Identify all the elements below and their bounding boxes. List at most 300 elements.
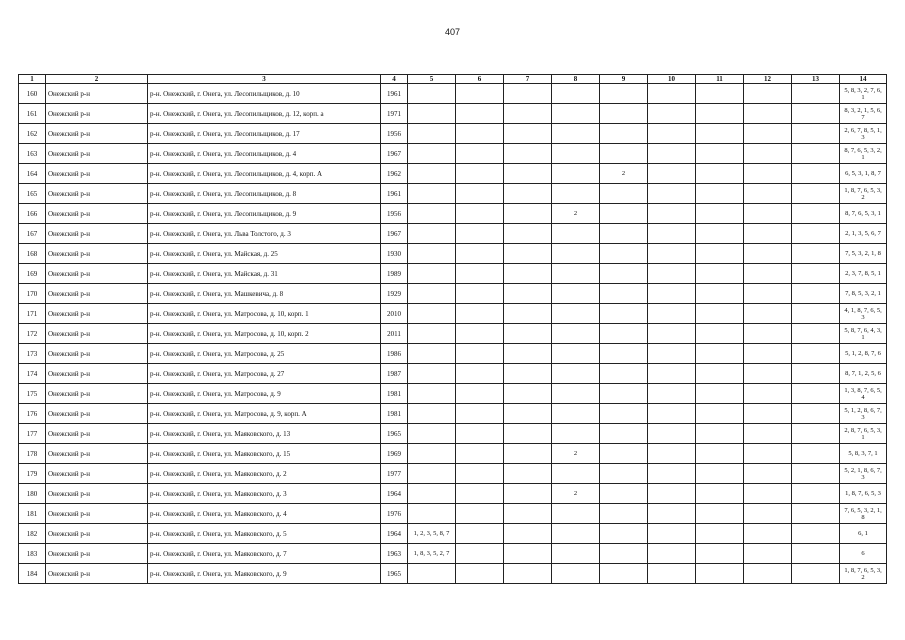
table-cell bbox=[696, 564, 744, 584]
table-cell bbox=[504, 84, 552, 104]
table-cell: р-н. Онежский, г. Онега, ул. Матросова, д. 27 bbox=[148, 364, 381, 384]
table-cell bbox=[552, 124, 600, 144]
table-row bbox=[19, 84, 887, 104]
table-cell bbox=[792, 204, 840, 224]
table-cell bbox=[696, 164, 744, 184]
table-cell: 1965 bbox=[381, 424, 408, 444]
table-cell bbox=[696, 524, 744, 544]
table-cell bbox=[456, 464, 504, 484]
table-cell: 5, 8, 3, 2, 7, 6, 1 bbox=[840, 84, 887, 104]
table-cell bbox=[408, 324, 456, 344]
table-cell: Онежский р-н bbox=[46, 404, 148, 424]
table-cell bbox=[600, 344, 648, 364]
column-header: 7 bbox=[504, 75, 552, 84]
table-cell: 173 bbox=[19, 344, 46, 364]
table-cell bbox=[456, 504, 504, 524]
page-number: 407 bbox=[444, 27, 461, 37]
table-cell: Онежский р-н bbox=[46, 364, 148, 384]
table-cell bbox=[792, 344, 840, 364]
table-cell: 182 bbox=[19, 524, 46, 544]
table-cell: 6 bbox=[840, 544, 887, 564]
table-cell bbox=[504, 284, 552, 304]
table-cell bbox=[552, 564, 600, 584]
table-cell bbox=[744, 464, 792, 484]
table-cell: 5, 8, 7, 6, 4, 3, 1 bbox=[840, 324, 887, 344]
table-cell: Онежский р-н bbox=[46, 84, 148, 104]
table-cell bbox=[696, 144, 744, 164]
table-cell bbox=[696, 284, 744, 304]
column-header: 3 bbox=[148, 75, 381, 84]
table-cell bbox=[552, 184, 600, 204]
table-cell bbox=[648, 404, 696, 424]
table-cell bbox=[600, 504, 648, 524]
table-cell bbox=[504, 144, 552, 164]
table-cell bbox=[792, 464, 840, 484]
table-cell bbox=[552, 364, 600, 384]
table-cell bbox=[552, 404, 600, 424]
column-header: 4 bbox=[381, 75, 408, 84]
table-cell: р-н. Онежский, г. Онега, ул. Лесопильщиков, д. 10 bbox=[148, 84, 381, 104]
table-cell bbox=[648, 524, 696, 544]
table-cell bbox=[648, 484, 696, 504]
table-cell: 5, 1, 2, 8, 6, 7, 3 bbox=[840, 404, 887, 424]
table-cell bbox=[504, 244, 552, 264]
table-row bbox=[19, 204, 887, 224]
table-cell bbox=[792, 544, 840, 564]
table-cell bbox=[504, 324, 552, 344]
table-cell bbox=[744, 224, 792, 244]
table-cell bbox=[792, 524, 840, 544]
table-cell bbox=[696, 84, 744, 104]
table-cell: 1, 8, 7, 6, 5, 3 bbox=[840, 484, 887, 504]
table-cell bbox=[792, 84, 840, 104]
table-cell bbox=[456, 484, 504, 504]
table-cell bbox=[792, 324, 840, 344]
table-cell: 7, 5, 3, 2, 1, 8 bbox=[840, 244, 887, 264]
table-cell bbox=[504, 124, 552, 144]
table-cell bbox=[408, 244, 456, 264]
table-cell: 2010 bbox=[381, 304, 408, 324]
table-cell bbox=[744, 264, 792, 284]
table-cell bbox=[456, 124, 504, 144]
table-cell: Онежский р-н bbox=[46, 104, 148, 124]
table-cell bbox=[504, 404, 552, 424]
table-cell bbox=[648, 304, 696, 324]
table-cell bbox=[792, 284, 840, 304]
table-cell bbox=[552, 544, 600, 564]
table-cell bbox=[600, 484, 648, 504]
table-cell bbox=[648, 324, 696, 344]
table-cell: р-н. Онежский, г. Онега, ул. Лесопильщиков, д. 17 bbox=[148, 124, 381, 144]
table-cell bbox=[600, 324, 648, 344]
table-cell bbox=[648, 564, 696, 584]
table-cell: 1, 2, 3, 5, 8, 7 bbox=[408, 524, 456, 544]
table-cell bbox=[408, 144, 456, 164]
table-cell bbox=[792, 224, 840, 244]
table-cell: 1964 bbox=[381, 484, 408, 504]
table-cell bbox=[456, 564, 504, 584]
table-cell bbox=[504, 224, 552, 244]
table-cell bbox=[456, 264, 504, 284]
table-row bbox=[19, 304, 887, 324]
table-row bbox=[19, 424, 887, 444]
table-cell bbox=[744, 424, 792, 444]
table-cell: 178 bbox=[19, 444, 46, 464]
table-cell bbox=[408, 104, 456, 124]
table-cell: 2 bbox=[600, 164, 648, 184]
table-cell: 5, 2, 1, 8, 6, 7, 3 bbox=[840, 464, 887, 484]
table-cell bbox=[696, 444, 744, 464]
table-cell: Онежский р-н bbox=[46, 124, 148, 144]
table-cell: 162 bbox=[19, 124, 46, 144]
table-row bbox=[19, 544, 887, 564]
table-cell bbox=[648, 184, 696, 204]
table-cell: 2 bbox=[552, 444, 600, 464]
table-cell bbox=[792, 244, 840, 264]
table-cell bbox=[792, 424, 840, 444]
table-cell bbox=[456, 164, 504, 184]
table-cell bbox=[552, 504, 600, 524]
table-cell bbox=[600, 244, 648, 264]
table-cell bbox=[600, 84, 648, 104]
table-row bbox=[19, 464, 887, 484]
table-cell: 163 bbox=[19, 144, 46, 164]
table-cell bbox=[744, 124, 792, 144]
table-cell: 1, 8, 3, 5, 2, 7 bbox=[408, 544, 456, 564]
table-cell: Онежский р-н bbox=[46, 324, 148, 344]
table-cell bbox=[600, 544, 648, 564]
table-cell: р-н. Онежский, г. Онега, ул. Матросова, д. 10, корп. 2 bbox=[148, 324, 381, 344]
table-cell bbox=[696, 224, 744, 244]
table-cell bbox=[600, 424, 648, 444]
table-cell: 2, 3, 7, 8, 5, 1 bbox=[840, 264, 887, 284]
table-cell bbox=[744, 324, 792, 344]
table-cell bbox=[456, 384, 504, 404]
table-cell bbox=[600, 524, 648, 544]
table-cell bbox=[456, 304, 504, 324]
table-cell bbox=[648, 384, 696, 404]
table-row bbox=[19, 284, 887, 304]
table-cell: 2, 6, 7, 8, 5, 1, 3 bbox=[840, 124, 887, 144]
table-cell bbox=[792, 504, 840, 524]
table-cell: Онежский р-н bbox=[46, 464, 148, 484]
column-header: 10 bbox=[648, 75, 696, 84]
table-cell bbox=[600, 124, 648, 144]
table-row bbox=[19, 504, 887, 524]
table-cell: 4, 1, 8, 7, 6, 5, 3 bbox=[840, 304, 887, 324]
table-cell bbox=[792, 564, 840, 584]
table-cell bbox=[552, 304, 600, 324]
table-cell: р-н. Онежский, г. Онега, ул. Лесопильщиков, д. 9 bbox=[148, 204, 381, 224]
table-cell: 1989 bbox=[381, 264, 408, 284]
table-cell: Онежский р-н bbox=[46, 144, 148, 164]
table-cell bbox=[744, 284, 792, 304]
table-cell bbox=[456, 424, 504, 444]
table-row bbox=[19, 344, 887, 364]
column-header: 6 bbox=[456, 75, 504, 84]
table-cell bbox=[600, 384, 648, 404]
table-cell: 1987 bbox=[381, 364, 408, 384]
table-cell: 175 bbox=[19, 384, 46, 404]
table-cell bbox=[696, 204, 744, 224]
column-header: 1 bbox=[19, 75, 46, 84]
table-cell bbox=[456, 244, 504, 264]
table-cell: р-н. Онежский, г. Онега, ул. Лесопильщиков, д. 4 bbox=[148, 144, 381, 164]
table-cell bbox=[552, 264, 600, 284]
table-cell bbox=[456, 364, 504, 384]
table-cell: Онежский р-н bbox=[46, 224, 148, 244]
table-cell bbox=[792, 164, 840, 184]
table-cell: 1971 bbox=[381, 104, 408, 124]
table-cell bbox=[792, 104, 840, 124]
table-cell: Онежский р-н bbox=[46, 424, 148, 444]
data-table bbox=[18, 74, 887, 584]
table-cell bbox=[504, 264, 552, 284]
table-cell bbox=[744, 104, 792, 124]
table-cell bbox=[696, 484, 744, 504]
table-cell: 8, 3, 2, 1, 5, 6, 7 bbox=[840, 104, 887, 124]
table-cell bbox=[504, 504, 552, 524]
table-cell bbox=[408, 184, 456, 204]
table-row bbox=[19, 124, 887, 144]
table-cell bbox=[504, 384, 552, 404]
table-header-row bbox=[19, 75, 887, 84]
table-cell: Онежский р-н bbox=[46, 444, 148, 464]
table-cell bbox=[648, 344, 696, 364]
table-cell bbox=[504, 304, 552, 324]
table-cell: Онежский р-н bbox=[46, 564, 148, 584]
table-cell bbox=[600, 144, 648, 164]
table-cell: 176 bbox=[19, 404, 46, 424]
table-cell bbox=[504, 204, 552, 224]
table-cell bbox=[744, 444, 792, 464]
table-cell bbox=[408, 364, 456, 384]
table-cell bbox=[408, 224, 456, 244]
column-header: 12 bbox=[744, 75, 792, 84]
table-row bbox=[19, 104, 887, 124]
table-cell: р-н. Онежский, г. Онега, ул. Матросова, д. 25 bbox=[148, 344, 381, 364]
table-cell bbox=[456, 104, 504, 124]
table-cell: р-н. Онежский, г. Онега, ул. Маяковского, д. 4 bbox=[148, 504, 381, 524]
table-cell: Онежский р-н bbox=[46, 504, 148, 524]
table-cell: 1963 bbox=[381, 544, 408, 564]
table-cell bbox=[600, 104, 648, 124]
table-cell bbox=[504, 364, 552, 384]
table-cell bbox=[552, 164, 600, 184]
table-cell: Онежский р-н bbox=[46, 304, 148, 324]
table-cell bbox=[744, 544, 792, 564]
table-cell bbox=[600, 184, 648, 204]
table-cell: 8, 7, 6, 5, 3, 1 bbox=[840, 204, 887, 224]
table-cell bbox=[552, 84, 600, 104]
table-cell bbox=[792, 304, 840, 324]
table-cell: Онежский р-н bbox=[46, 484, 148, 504]
table-cell bbox=[744, 144, 792, 164]
table-cell: 2 bbox=[552, 484, 600, 504]
table-cell: Онежский р-н bbox=[46, 244, 148, 264]
table-cell bbox=[408, 404, 456, 424]
table-cell: Онежский р-н bbox=[46, 284, 148, 304]
table-cell: 8, 7, 1, 2, 5, 6 bbox=[840, 364, 887, 384]
table-cell: 161 bbox=[19, 104, 46, 124]
table-cell: 1956 bbox=[381, 124, 408, 144]
table-cell: 177 bbox=[19, 424, 46, 444]
table-cell bbox=[456, 324, 504, 344]
table-cell bbox=[552, 424, 600, 444]
table-cell bbox=[504, 524, 552, 544]
table-cell bbox=[648, 424, 696, 444]
table-cell: 172 bbox=[19, 324, 46, 344]
table-cell: 1967 bbox=[381, 144, 408, 164]
table-cell bbox=[552, 464, 600, 484]
table-cell bbox=[504, 164, 552, 184]
table-cell bbox=[552, 224, 600, 244]
table-cell bbox=[408, 164, 456, 184]
table-cell: р-н. Онежский, г. Онега, ул. Матросова, д. 10, корп. 1 bbox=[148, 304, 381, 324]
table-cell: 1965 bbox=[381, 564, 408, 584]
table-cell bbox=[696, 124, 744, 144]
table-row bbox=[19, 484, 887, 504]
table-cell: 167 bbox=[19, 224, 46, 244]
table-row bbox=[19, 324, 887, 344]
table-cell: 2, 1, 3, 5, 6, 7 bbox=[840, 224, 887, 244]
table-cell bbox=[696, 424, 744, 444]
table-cell bbox=[408, 384, 456, 404]
table-cell bbox=[600, 564, 648, 584]
table-cell: 180 bbox=[19, 484, 46, 504]
table-cell: р-н. Онежский, г. Онега, ул. Машкевича, д. 8 bbox=[148, 284, 381, 304]
column-header: 14 bbox=[840, 75, 887, 84]
table-cell bbox=[744, 384, 792, 404]
table-cell bbox=[648, 204, 696, 224]
table-cell bbox=[408, 484, 456, 504]
table-cell bbox=[408, 304, 456, 324]
table-row bbox=[19, 144, 887, 164]
table-cell bbox=[744, 564, 792, 584]
table-cell bbox=[552, 104, 600, 124]
table-cell: 1962 bbox=[381, 164, 408, 184]
table-cell bbox=[648, 104, 696, 124]
table-cell bbox=[648, 364, 696, 384]
table-cell bbox=[600, 444, 648, 464]
table-cell bbox=[792, 444, 840, 464]
table-cell: 7, 8, 5, 3, 2, 1 bbox=[840, 284, 887, 304]
table-row bbox=[19, 164, 887, 184]
table-cell bbox=[648, 124, 696, 144]
table-row bbox=[19, 244, 887, 264]
table-cell bbox=[552, 524, 600, 544]
table-cell bbox=[648, 164, 696, 184]
column-header: 2 bbox=[46, 75, 148, 84]
column-header: 11 bbox=[696, 75, 744, 84]
table-cell bbox=[648, 444, 696, 464]
table-cell: 183 bbox=[19, 544, 46, 564]
table-cell: Онежский р-н bbox=[46, 384, 148, 404]
table-cell: р-н. Онежский, г. Онега, ул. Маяковского, д. 13 bbox=[148, 424, 381, 444]
table-cell: 1976 bbox=[381, 504, 408, 524]
table-cell bbox=[408, 564, 456, 584]
table-cell bbox=[696, 404, 744, 424]
column-header: 8 bbox=[552, 75, 600, 84]
table-cell bbox=[792, 144, 840, 164]
table-cell: Онежский р-н bbox=[46, 204, 148, 224]
table-cell bbox=[600, 224, 648, 244]
table-cell bbox=[552, 244, 600, 264]
table-cell bbox=[696, 384, 744, 404]
table-row bbox=[19, 524, 887, 544]
table-cell: 1981 bbox=[381, 404, 408, 424]
table-cell bbox=[744, 504, 792, 524]
table-cell bbox=[456, 144, 504, 164]
table-cell: р-н. Онежский, г. Онега, ул. Майская, д. 31 bbox=[148, 264, 381, 284]
table-cell bbox=[648, 84, 696, 104]
table-cell bbox=[504, 564, 552, 584]
table-cell: 174 bbox=[19, 364, 46, 384]
column-header: 5 bbox=[408, 75, 456, 84]
table-cell: р-н. Онежский, г. Онега, ул. Лесопильщиков, д. 12, корп. а bbox=[148, 104, 381, 124]
table-cell bbox=[504, 444, 552, 464]
table-cell: 1, 8, 7, 6, 5, 3, 2 bbox=[840, 184, 887, 204]
table-cell bbox=[744, 84, 792, 104]
table-cell bbox=[696, 344, 744, 364]
table-cell bbox=[696, 364, 744, 384]
table-cell: 1977 bbox=[381, 464, 408, 484]
table-cell: 1967 bbox=[381, 224, 408, 244]
table-cell: р-н. Онежский, г. Онега, ул. Маяковского, д. 7 bbox=[148, 544, 381, 564]
table-cell: р-н. Онежский, г. Онега, ул. Маяковского, д. 15 bbox=[148, 444, 381, 464]
table-body bbox=[19, 84, 887, 584]
table-cell bbox=[744, 524, 792, 544]
table-cell bbox=[744, 164, 792, 184]
table-cell bbox=[408, 444, 456, 464]
table-cell: 1986 bbox=[381, 344, 408, 364]
table-cell bbox=[456, 84, 504, 104]
table-cell: 1929 bbox=[381, 284, 408, 304]
table-cell bbox=[408, 504, 456, 524]
table-cell bbox=[744, 404, 792, 424]
table-cell bbox=[456, 544, 504, 564]
table-cell bbox=[408, 264, 456, 284]
table-cell bbox=[696, 324, 744, 344]
table-cell: 1964 bbox=[381, 524, 408, 544]
table-row bbox=[19, 564, 887, 584]
table-cell bbox=[456, 344, 504, 364]
table-cell bbox=[456, 404, 504, 424]
table-row bbox=[19, 224, 887, 244]
table-cell: 171 bbox=[19, 304, 46, 324]
table-cell: 1, 3, 8, 7, 6, 5, 4 bbox=[840, 384, 887, 404]
table-cell bbox=[504, 464, 552, 484]
table-cell bbox=[408, 464, 456, 484]
table-cell bbox=[696, 264, 744, 284]
table-cell: р-н. Онежский, г. Онега, ул. Майская, д. 25 bbox=[148, 244, 381, 264]
table-row bbox=[19, 264, 887, 284]
table-cell bbox=[792, 364, 840, 384]
table-cell bbox=[456, 284, 504, 304]
table-cell bbox=[696, 544, 744, 564]
table-cell bbox=[504, 104, 552, 124]
table-cell: 164 bbox=[19, 164, 46, 184]
table-cell bbox=[504, 184, 552, 204]
table-cell bbox=[600, 404, 648, 424]
table-cell: 2 bbox=[552, 204, 600, 224]
table-cell bbox=[648, 244, 696, 264]
table-cell bbox=[744, 204, 792, 224]
table-cell bbox=[744, 344, 792, 364]
table-cell bbox=[648, 544, 696, 564]
table-cell: р-н. Онежский, г. Онега, ул. Матросова, д. 9, корп. А bbox=[148, 404, 381, 424]
table-cell: 1956 bbox=[381, 204, 408, 224]
